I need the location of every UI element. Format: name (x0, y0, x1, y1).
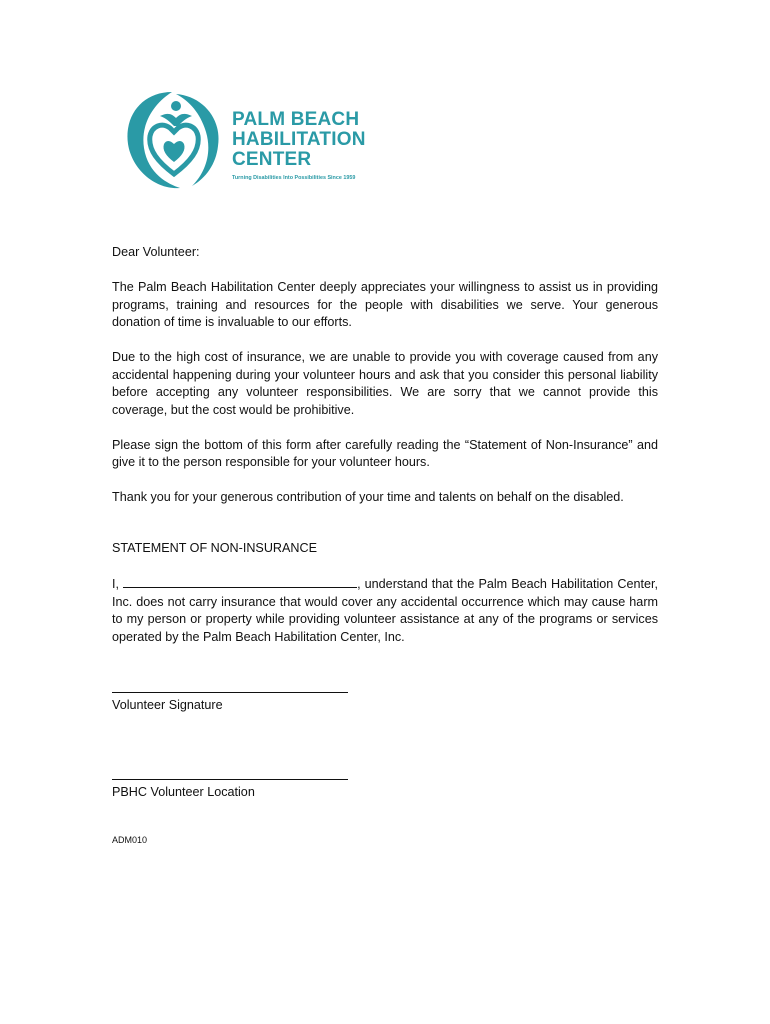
statement-prefix: I, (112, 577, 119, 591)
statement-body: , understand that the Palm Beach Habilitation Center, Inc. does not carry insurance that would cover any accidental occurrence which may cause harm to my person or property while providing volunteer assistance at any of the programs or services operated by the Palm Beach Habilitation Center, Inc. (112, 577, 659, 644)
logo-wordmark (232, 110, 382, 181)
volunteer-location-line[interactable] (112, 779, 348, 780)
letter-paragraph-4: Thank you for your generous contribution of your time and talents on behalf on the disabled. (112, 490, 624, 504)
volunteer-location-label: PBHC Volunteer Location (112, 785, 255, 799)
volunteer-location-block (112, 779, 352, 799)
statement-text (112, 575, 658, 646)
logo-line-2: HABILITATION (232, 129, 366, 150)
pbhc-logo (118, 86, 368, 196)
logo-line-3: CENTER (232, 149, 312, 170)
letter-body (112, 244, 658, 524)
logo-line-1: PALM BEACH (232, 109, 360, 130)
volunteer-signature-line[interactable] (112, 692, 348, 693)
letter-paragraph-2: Due to the high cost of insurance, we are unable to provide you with coverage caused from any accidental happening during your volunteer hours and ask that you consider this personal liability before accepting any volunteer responsibilities. We are sorry that we cannot provide this coverage, but the cost would be prohibitive. (112, 350, 658, 417)
statement-heading: STATEMENT OF NON-INSURANCE (112, 541, 318, 555)
form-code: ADM010 (112, 835, 148, 845)
logo-tagline: Turning Disabilities Into Possibilities Since 1959 (232, 175, 356, 181)
name-blank-field[interactable] (123, 575, 357, 588)
salutation: Dear Volunteer: (112, 245, 200, 259)
volunteer-signature-block (112, 692, 352, 712)
statement-section (112, 540, 658, 664)
letter-paragraph-3: Please sign the bottom of this form after carefully reading the “Statement of Non-Insurance” and give it to the person responsible for your volunteer hours. (112, 437, 658, 469)
letter-paragraph-1: The Palm Beach Habilitation Center deeply appreciates your willingness to assist us in providing programs, training and resources for the people with disabilities we serve. Your generous donation of time is invaluable to our efforts. (112, 280, 658, 329)
pbhc-heart-emblem-icon (118, 86, 230, 194)
volunteer-signature-label: Volunteer Signature (112, 698, 223, 712)
